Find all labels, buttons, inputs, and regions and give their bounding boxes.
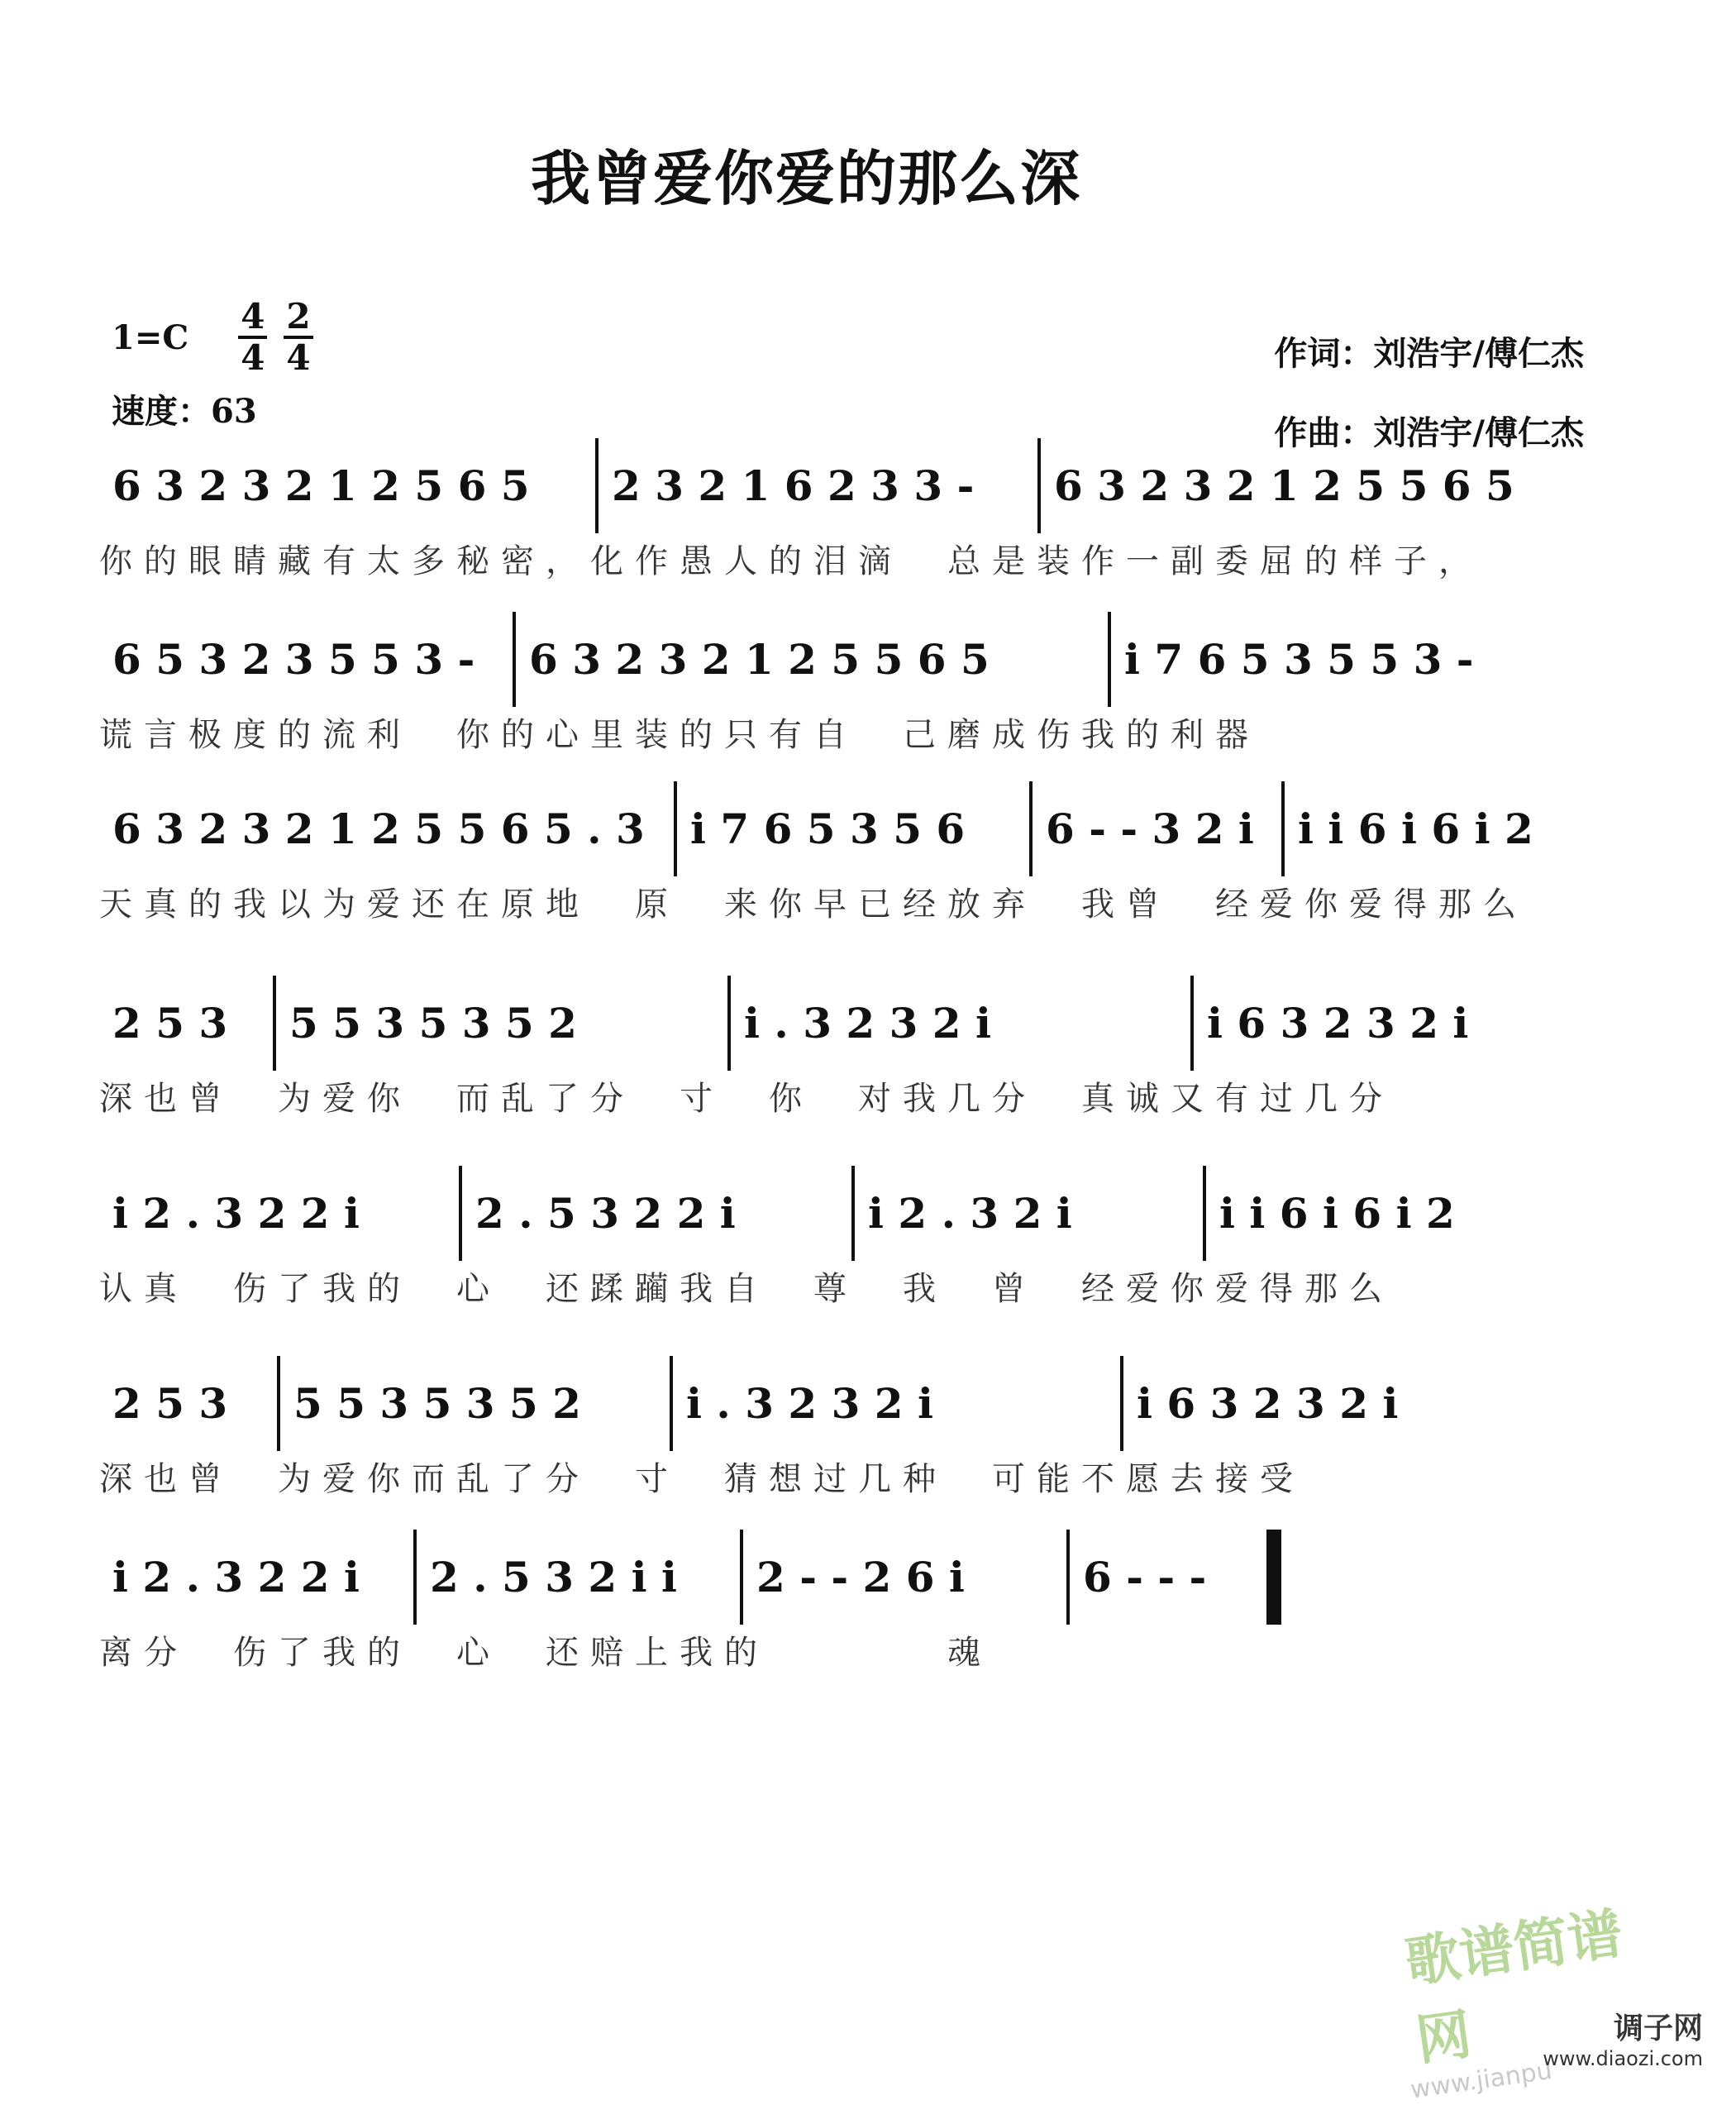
final-measure: 6 - - - [1066,1530,1281,1625]
measure: i i 6 i 6 i 2 [1203,1166,1604,1261]
key-and-time [112,298,313,377]
score-system-7 [99,1530,1604,1674]
measure: i 7 6 5 3 5 5 3 - [1108,612,1604,707]
score-system-1 [99,438,1604,583]
lyrics-line: 你的眼睛藏有太多秘密，化作愚人的泪滴 总是装作一副委屈的样子， [99,542,1483,580]
measure: 6 5 3 2 3 5 5 3 - [112,635,475,684]
tempo: 速度：63 [112,392,257,431]
measure: 6 3 2 3 2 1 2 5 6 5 [112,461,530,510]
lyrics-line: 深也曾 为爱你而乱了分 寸 猜想过几种 可能不愿去接受 [99,1459,1304,1498]
lyrics-line: 深也曾 为爱你 而乱了分 寸 你 对我几分 真诚又有过几分 [99,1079,1394,1118]
site-name: 调子网 [1613,2012,1703,2045]
time-signatures [238,298,312,377]
measure: i . 3 2 3 2 i [670,1356,1120,1451]
notes-line [99,1530,1604,1625]
time-signature-4-4: $\frac{4}{4}$ [238,298,267,377]
notes-line [99,438,1604,533]
score-meta [112,298,313,432]
measure: i 6 3 2 3 2 i [1190,976,1604,1071]
score-system-3 [99,781,1604,926]
song-title: 我曾爱你爱的那么深 [530,144,1081,213]
score-system-4 [99,976,1604,1120]
measure: i . 3 2 3 2 i [727,976,1190,1071]
watermark-url: www.jianpu [1409,2056,1554,2105]
watermark-text: 歌谱简谱网 [1401,1901,1627,2073]
measure: 6 3 2 3 2 1 2 5 5 6 5 [1037,438,1604,533]
measure: 5 5 3 5 3 5 2 [277,1356,670,1451]
measure: 6 - - 3 2 i [1029,781,1281,876]
score-system-5 [99,1166,1604,1310]
notes-line [99,976,1604,1071]
site-url: www.diaozi.com [1543,2047,1703,2070]
notes-line [99,612,1604,707]
composer: 作曲：刘浩宇/傅仁杰 [1274,414,1584,452]
measure: i 7 6 5 3 5 6 [674,781,1029,876]
measure: 6 3 2 3 2 1 2 5 5 6 5 [513,612,1108,707]
lyrics-line: 离分 伤了我的 心 还赔上我的 魂 [99,1633,992,1672]
time-signature-2-4: $\frac{2}{4}$ [284,298,312,377]
score-system-2 [99,612,1604,757]
measure: i 2 . 3 2 2 i [112,1189,360,1238]
measure: 2 - - 2 6 i [740,1530,1066,1625]
measure: 6 3 2 3 2 1 2 5 5 6 5 . 3 [112,804,645,853]
measure: 2 . 5 3 2 2 i [459,1166,851,1261]
measure: 5 5 3 5 3 5 2 [273,976,727,1071]
notes-line [99,781,1604,876]
measure: 2 5 3 [112,1379,228,1428]
lyrics-line: 天真的我以为爱还在原地 原 来你早已经放弃 我曾 经爱你爱得那么 [99,885,1528,924]
measure: i 6 3 2 3 2 i [1120,1356,1571,1451]
lyricist: 作词：刘浩宇/傅仁杰 [1274,335,1584,373]
measure: i i 6 i 6 i 2 [1281,781,1604,876]
measure: i 2 . 3 2 i [851,1166,1203,1261]
notes-line [99,1356,1604,1451]
notes-line [99,1166,1604,1261]
site-logo [1543,2005,1703,2070]
key-signature: 1=C [112,317,189,357]
score-system-6 [99,1356,1604,1501]
lyrics-line: 认真 伤了我的 心 还蹂躏我自 尊 我 曾 经爱你爱得那么 [99,1269,1394,1308]
measure: i 2 . 3 2 2 i [112,1553,360,1601]
measure: 2 5 3 [112,999,228,1048]
lyrics-line: 谎言极度的流利 你的心里装的只有自 己磨成伤我的利器 [99,715,1260,754]
measure: 2 . 5 3 2 i i [413,1530,740,1625]
measure: 2 3 2 1 6 2 3 3 - [595,438,1037,533]
